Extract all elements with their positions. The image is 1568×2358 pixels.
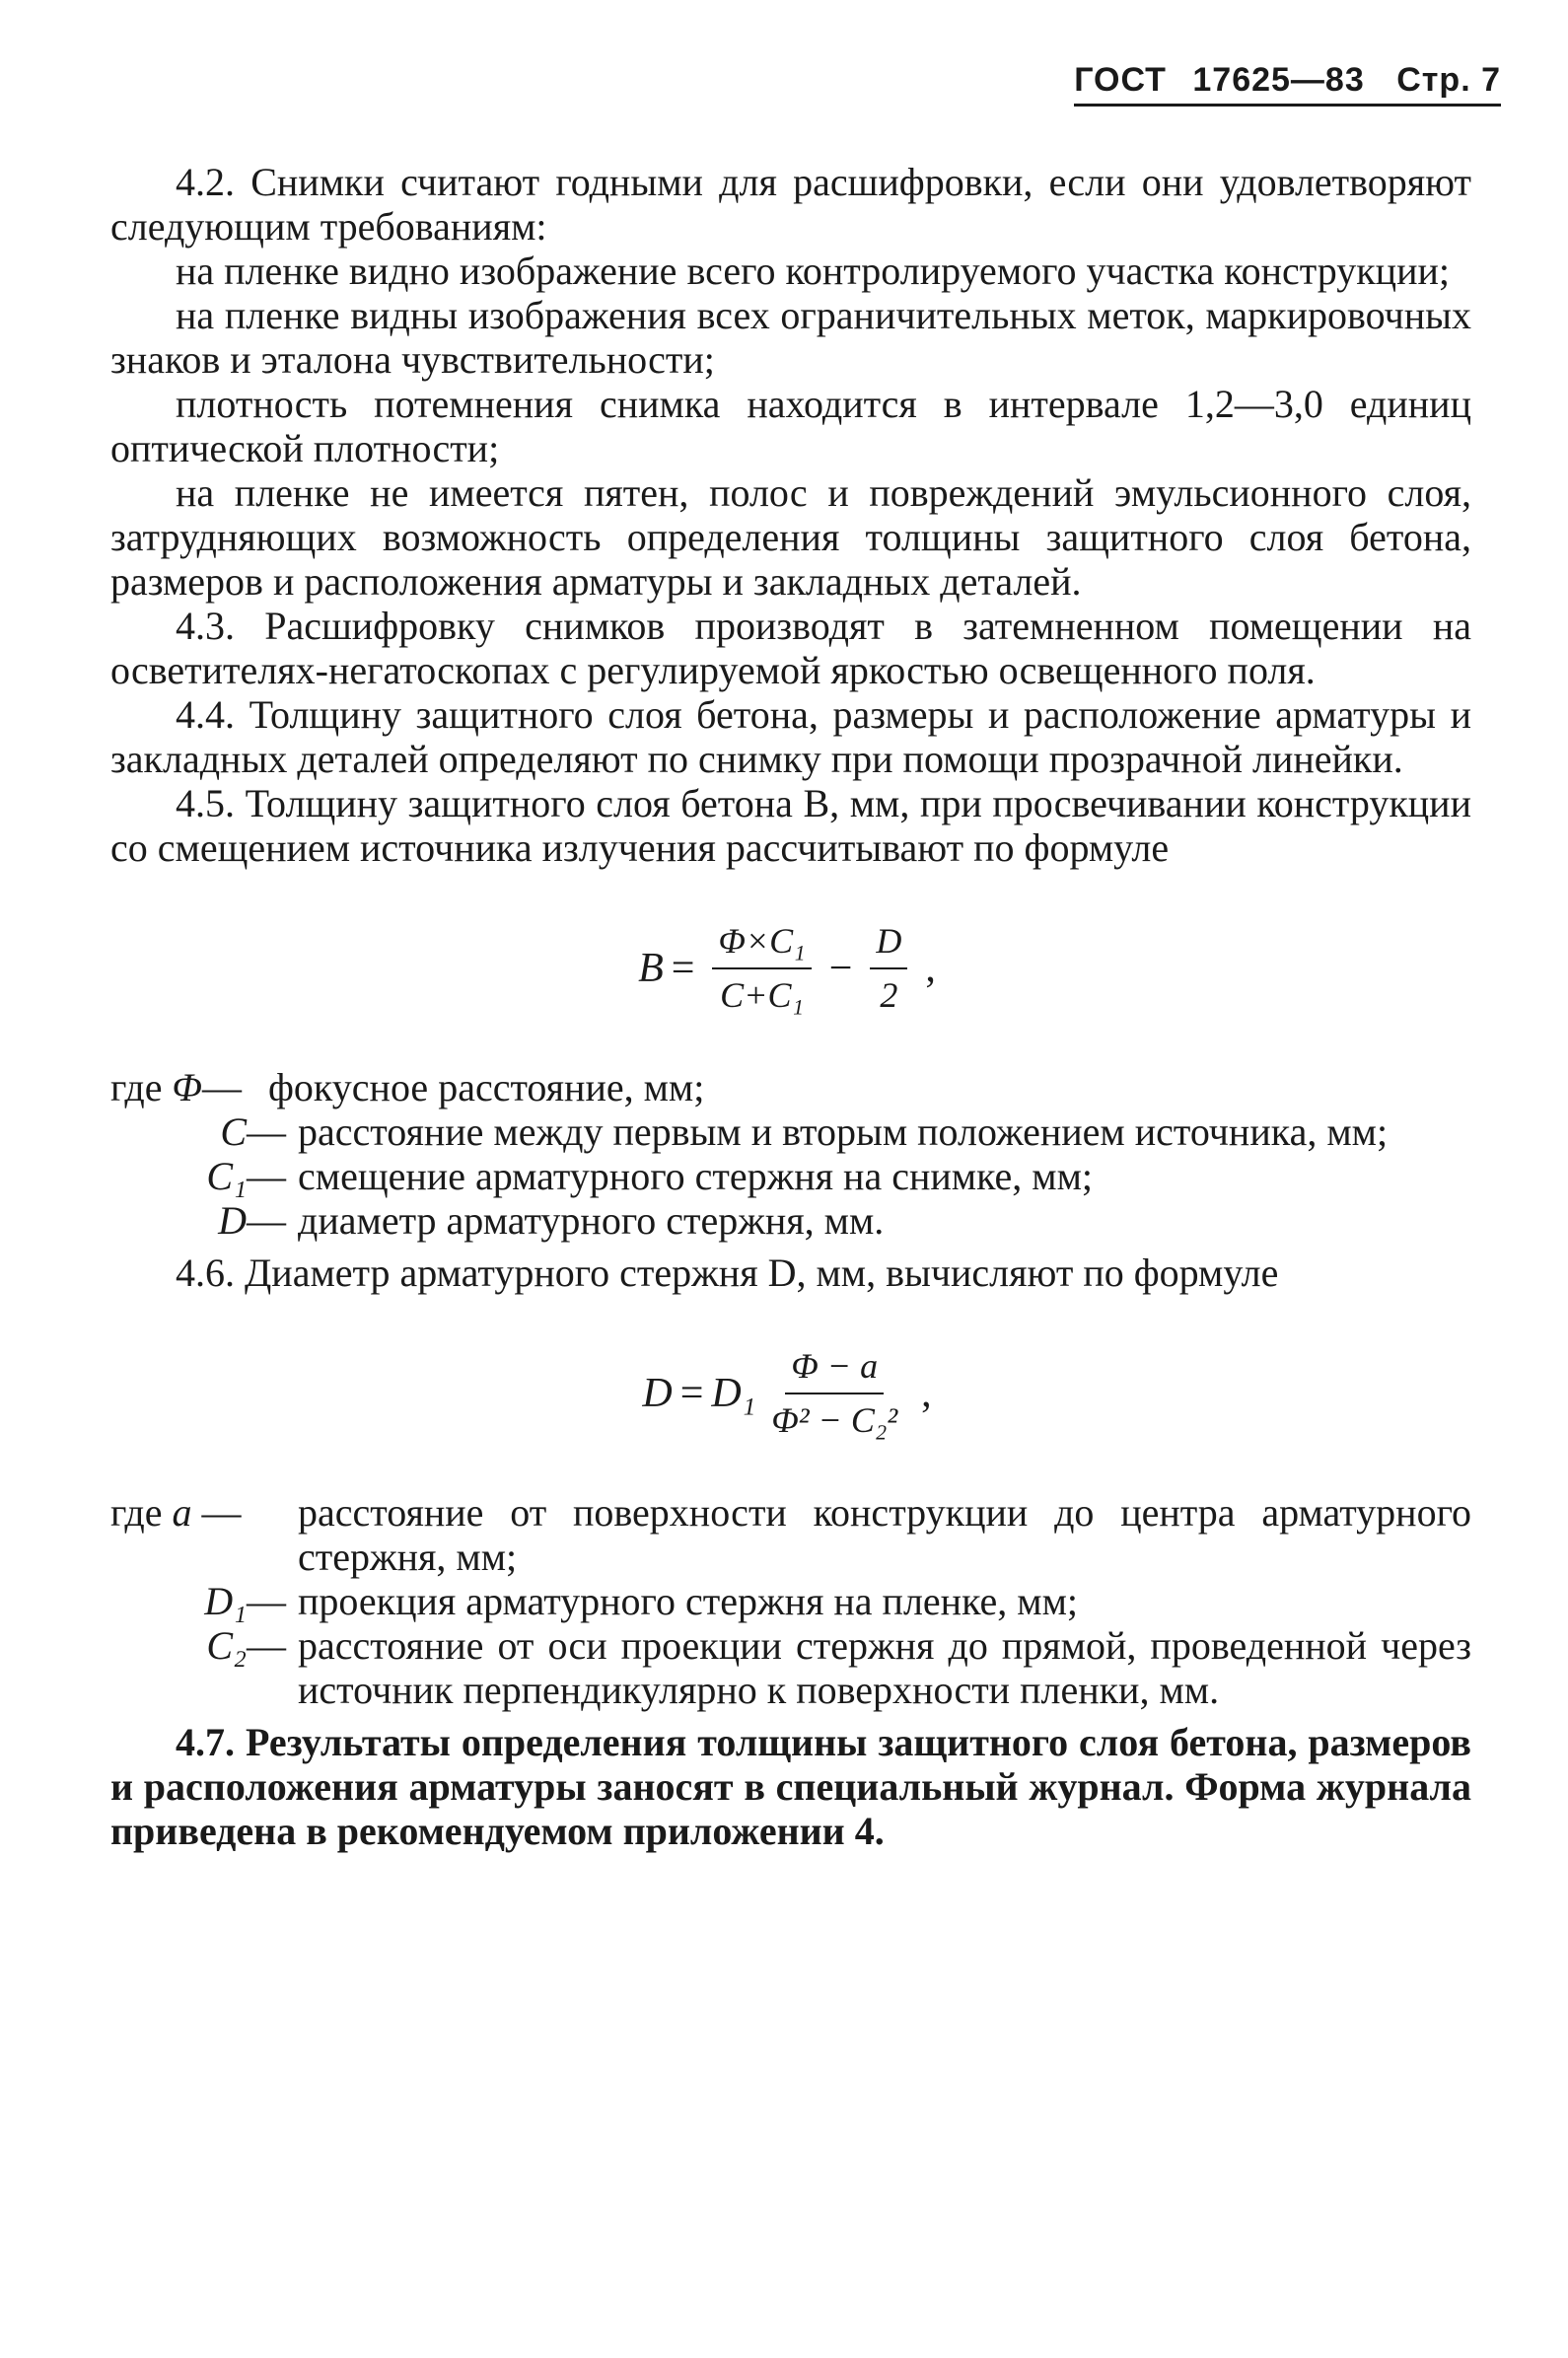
formula-b-fraction-2 (870, 919, 907, 1018)
definition-symbol: C₁ (206, 1154, 247, 1198)
formula-d-fraction (765, 1344, 903, 1443)
definition-symbol: C (220, 1109, 247, 1154)
fraction-denominator: 2 (880, 975, 898, 1015)
definition-symbol: a (172, 1490, 192, 1535)
formula-b (110, 919, 1471, 1018)
section-4-3: 4.3. Расшифровку снимков производят в затемненном помещении на осветителях-негатоскопах с регулируемой яркостью освещенного поля. (110, 604, 1471, 692)
definition-text: расстояние от оси проекции стержня до прямой, проведенной через источник перпендикулярно к поверхности пленки, мм. (298, 1623, 1471, 1712)
formula-d (110, 1344, 1471, 1443)
section-4-4: 4.4. Толщину защитного слоя бетона, размеры и расположение арматуры и закладных деталей определяют по снимку при помощи прозрачной линейки. (110, 692, 1471, 781)
definition-symbol: D (218, 1198, 247, 1243)
definition-row: D— диаметр арматурного стержня, мм. (110, 1198, 1471, 1243)
formula-d-factor: D₁ (711, 1370, 756, 1416)
formula-b-minus: − (828, 945, 853, 991)
standard-number: 17625—83 (1192, 61, 1365, 99)
requirement-item: плотность потемнения снимка находится в интервале 1,2—3,0 единиц оптической плотности; (110, 382, 1471, 470)
formula-b-definitions (110, 1065, 1471, 1243)
fraction-numerator: Φ − a (785, 1344, 884, 1394)
definition-text: смещение арматурного стержня на снимке, мм; (298, 1154, 1094, 1198)
where-label: где (110, 1065, 163, 1109)
fraction-numerator: D (870, 919, 907, 969)
definition-row: где Φ— фокусное расстояние, мм; (110, 1065, 1471, 1109)
definition-text: проекция арматурного стержня на пленке, мм; (298, 1579, 1079, 1623)
section-4-5-text: 4.5. Толщину защитного слоя бетона B, мм, при просвечивании конструкции со смещением источника излучения рассчитывают по формуле (110, 781, 1471, 870)
definition-row: C₁— смещение арматурного стержня на снимке, мм; (110, 1154, 1471, 1198)
requirement-item: на пленке видно изображение всего контролируемого участка конструкции; (176, 249, 1450, 293)
formula-d-lhs: D (642, 1370, 673, 1416)
fraction-denominator: C+C₁ (720, 975, 804, 1015)
definition-symbol: C₂ (206, 1623, 247, 1668)
standard-label: ГОСТ (1074, 61, 1167, 99)
definition-text: фокусное расстояние, мм; (268, 1065, 705, 1109)
page-number: Стр. 7 (1396, 61, 1501, 99)
requirement-item: на пленке не имеется пятен, полос и повреждений эмульсионного слоя, затрудняющих возможность определения толщины защитного слоя бетона, размеров и расположения арматуры и закладных деталей. (110, 470, 1471, 604)
definition-text: диаметр арматурного стержня, мм. (298, 1198, 885, 1243)
fraction-denominator: Φ² − C₂² (771, 1400, 898, 1440)
formula-b-fraction-1 (712, 919, 811, 1018)
where-label: где (110, 1490, 163, 1535)
definition-row: C— расстояние между первым и вторым положением источника, мм; (110, 1109, 1471, 1154)
formula-b-comma: , (925, 945, 936, 991)
definition-symbol: D₁ (204, 1579, 247, 1623)
definition-symbol: Φ (172, 1065, 202, 1109)
document-body (110, 160, 1471, 1853)
definition-row: где a — расстояние от поверхности конструкции до центра арматурного стержня, мм; (110, 1490, 1471, 1579)
formula-b-eq: = (671, 945, 695, 991)
section-4-6-text: 4.6. Диаметр арматурного стержня D, мм, вычисляют по формуле (176, 1250, 1279, 1295)
definition-row: C₂— расстояние от оси проекции стержня до прямой, проведенной через источник перпендикулярно к поверхности пленки, мм. (206, 1623, 1471, 1712)
fraction-numerator: Φ×C₁ (712, 919, 811, 969)
formula-d-comma: , (921, 1370, 932, 1416)
formula-d-definitions (110, 1490, 1471, 1712)
definition-row: D₁— проекция арматурного стержня на пленке, мм; (110, 1579, 1471, 1623)
definition-text: расстояние от поверхности конструкции до центра арматурного стержня, мм; (298, 1490, 1471, 1579)
section-4-7: 4.7. Результаты определения толщины защитного слоя бетона, размеров и расположения арматуры заносят в специальный журнал. Форма журнала приведена в рекомендуемом приложении 4. (110, 1720, 1471, 1853)
section-4-2-intro: 4.2. Снимки считают годными для расшифровки, если они удовлетворяют следующим требованиям: (110, 160, 1471, 249)
requirement-item: на пленке видны изображения всех ограничительных меток, маркировочных знаков и эталона чувствительности; (110, 293, 1471, 382)
page-header (1074, 61, 1501, 107)
formula-b-lhs: B (638, 945, 664, 991)
formula-d-eq: = (679, 1370, 704, 1416)
definition-text: расстояние между первым и вторым положением источника, мм; (298, 1109, 1389, 1154)
